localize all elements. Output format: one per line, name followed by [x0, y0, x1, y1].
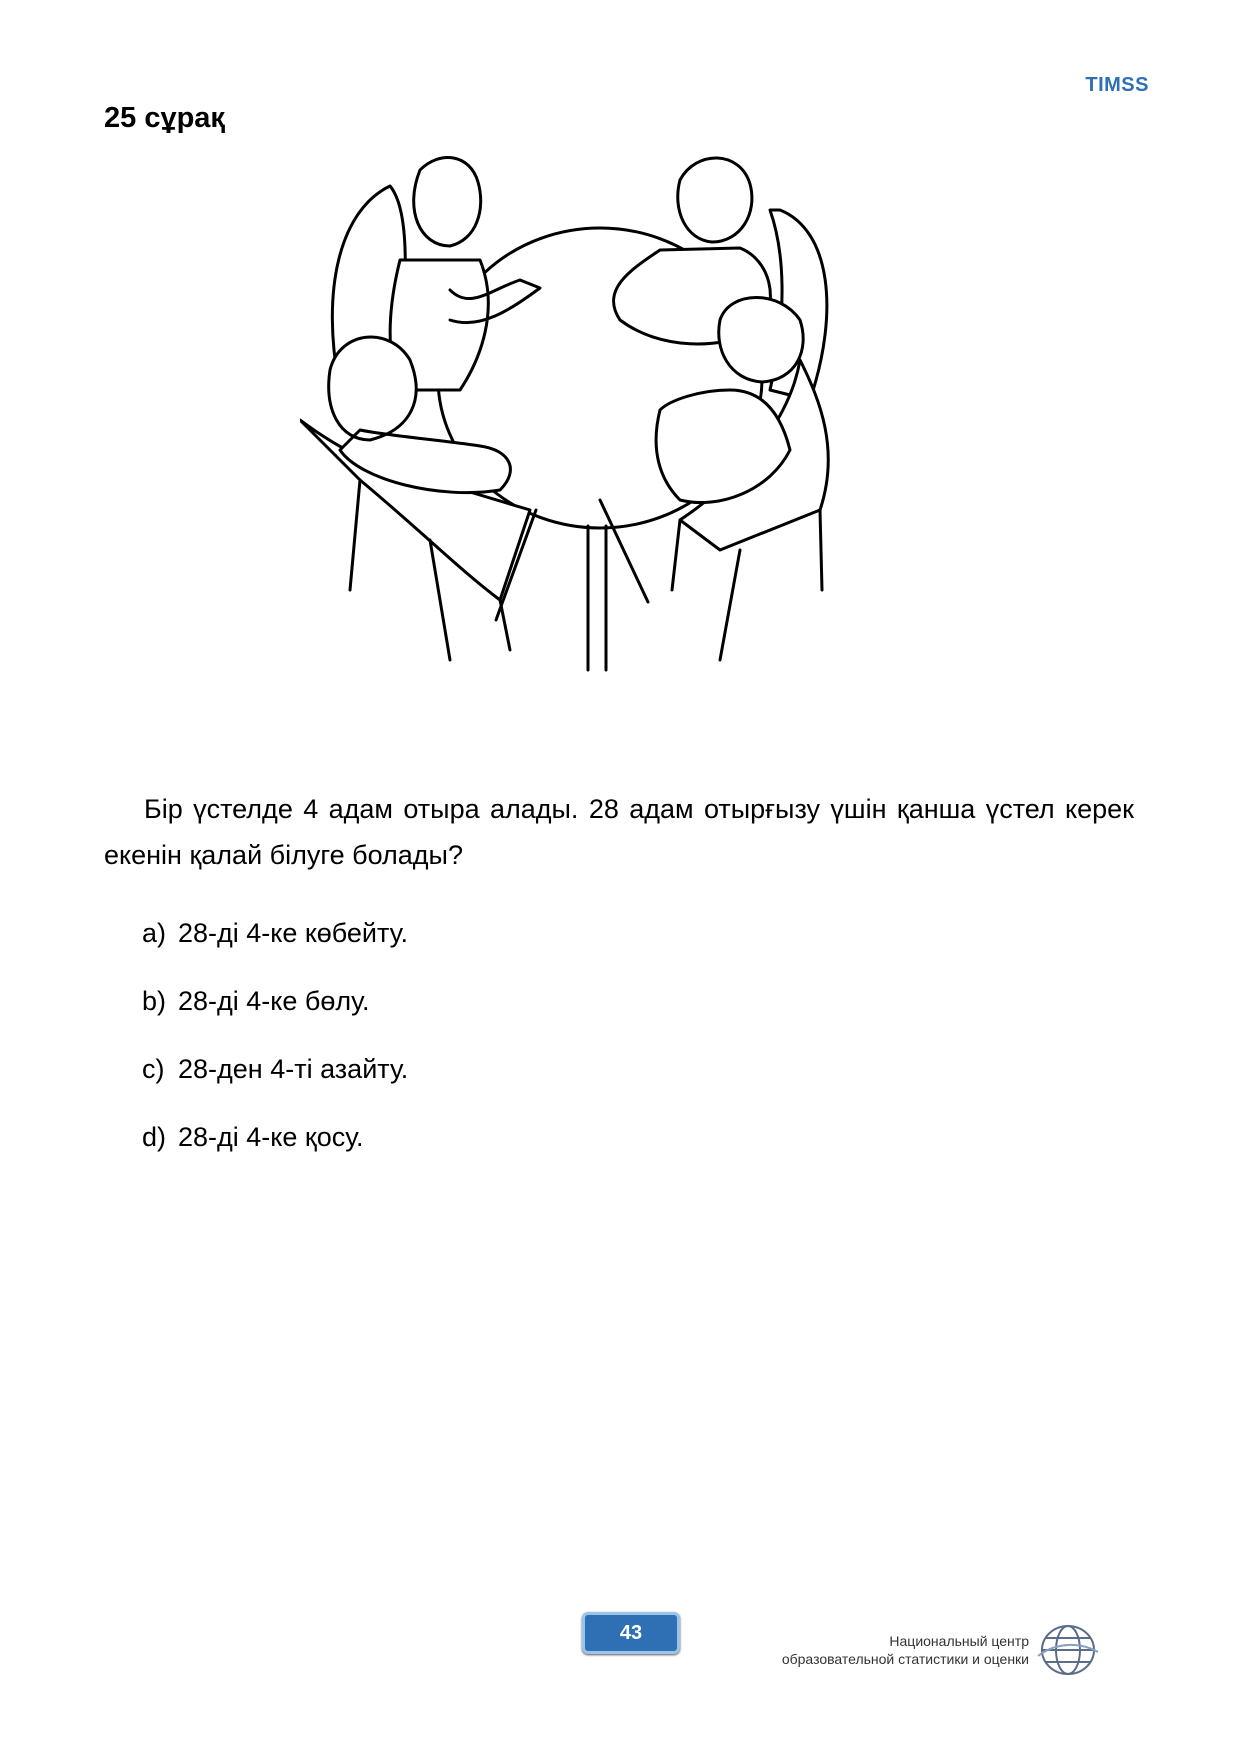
option-d [142, 1122, 408, 1190]
answer-options [142, 918, 408, 1190]
option-b [142, 986, 408, 1054]
question-title: 25 сұрақ [104, 102, 225, 134]
four-people-at-round-table-illustration [300, 150, 920, 750]
option-text: 28-ден 4-ті азайту. [178, 1054, 409, 1084]
option-a [142, 918, 408, 986]
header-tag: TIMSS [1085, 74, 1149, 96]
option-text: 28-ді 4-ке көбейту. [178, 918, 408, 948]
org-line-1: Национальный центр [889, 1633, 1029, 1649]
table-leg [588, 526, 606, 670]
option-text: 28-ді 4-ке бөлу. [178, 986, 370, 1016]
footer-organization [782, 1632, 1029, 1668]
option-text: 28-ді 4-ке қосу. [178, 1122, 364, 1152]
option-letter: a) [142, 918, 167, 948]
option-letter: b) [142, 986, 167, 1016]
question-text: Бір үстелде 4 адам отыра алады. 28 адам отырғызу үшін қанша үстел керек екенін қалай білуге болады? [104, 794, 1134, 870]
globe-logo-icon [1036, 1622, 1100, 1678]
option-letter: d) [142, 1122, 167, 1152]
option-letter: c) [142, 1054, 165, 1084]
option-c [142, 1054, 408, 1122]
org-line-2: образовательной статистики и оценки [781, 1651, 1029, 1667]
page-number-badge: 43 [582, 1612, 680, 1654]
